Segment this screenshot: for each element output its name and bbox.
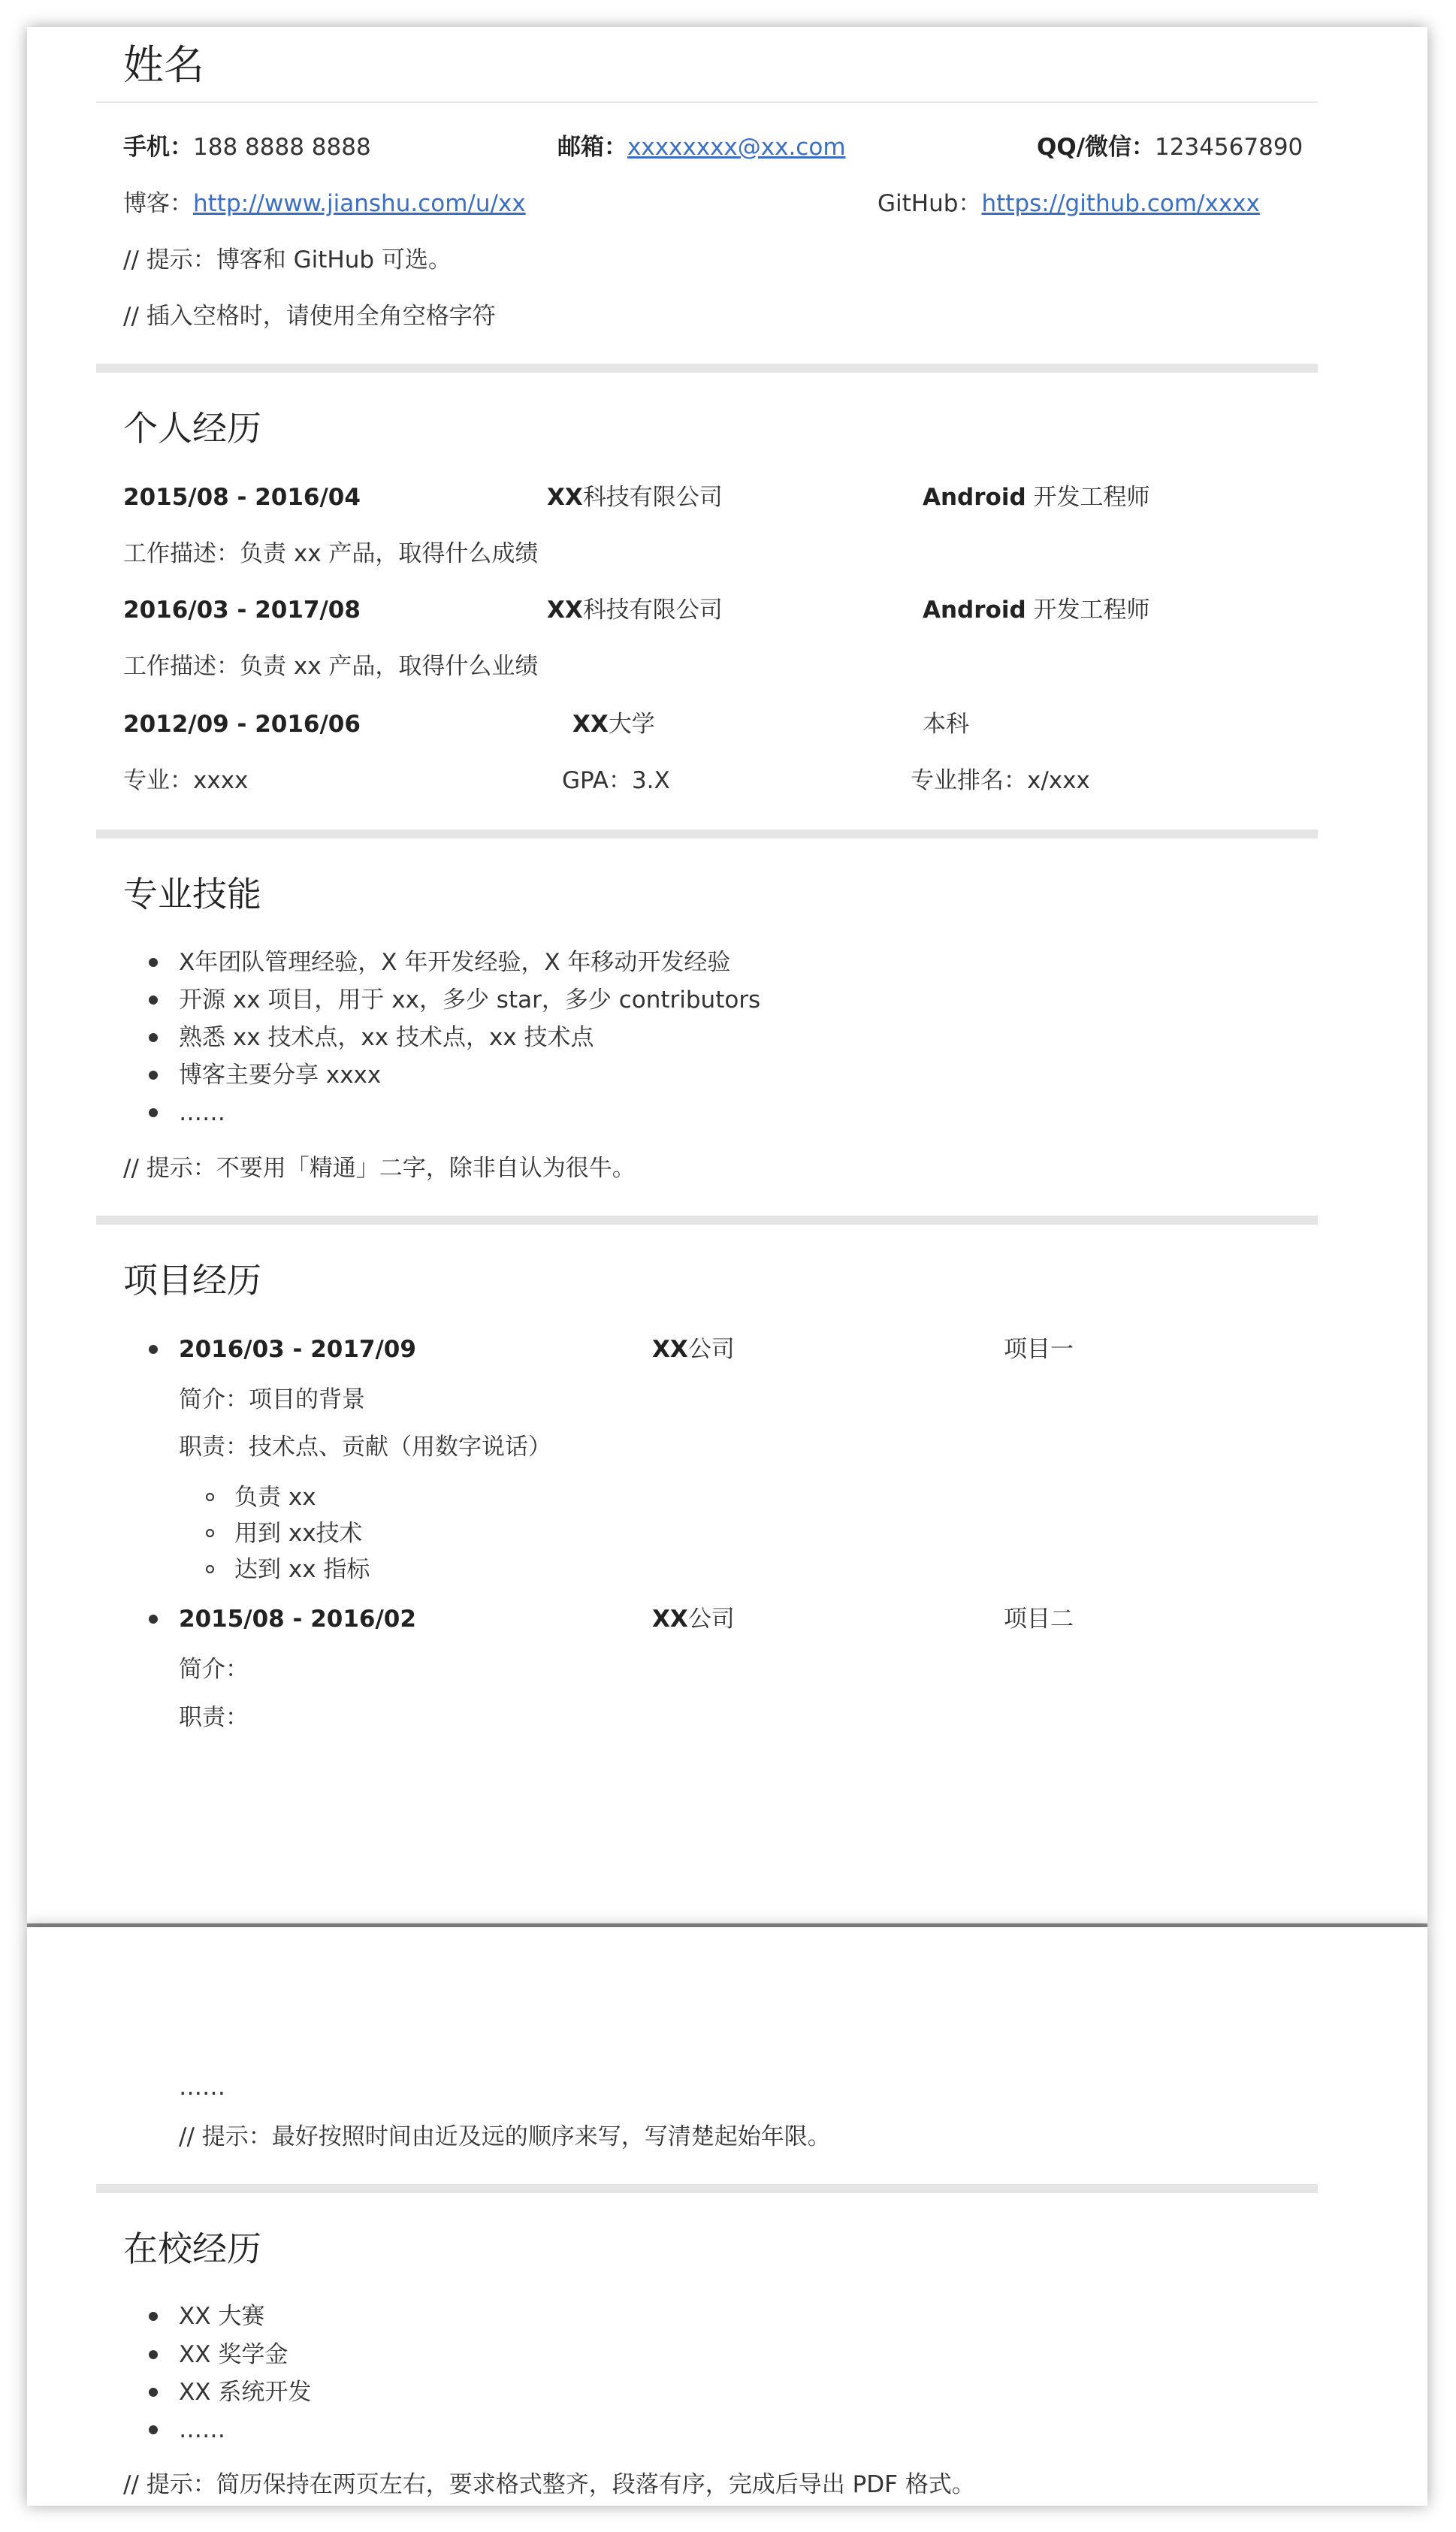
job-2-role — [923, 595, 1150, 625]
blog-row — [123, 189, 526, 219]
email-link[interactable]: xxxxxxxx@xx.com — [627, 134, 846, 161]
skill-item: 熟悉 xx 技术点，xx 技术点，xx 技术点 — [179, 1024, 594, 1051]
bullet-dot — [149, 2350, 158, 2359]
bullet-dot — [149, 1108, 158, 1117]
project-1-company-name: 公司 — [687, 1336, 735, 1363]
job-1-date: 2015/08 - 2016/04 — [123, 484, 361, 511]
job-1-role — [923, 482, 1150, 512]
edu-date: 2012/09 - 2016/06 — [123, 711, 361, 738]
skill-item: X年团队管理经验，X 年开发经验，X 年移动开发经验 — [179, 949, 731, 976]
edu-school — [572, 709, 655, 739]
section-title-personal: 个人经历 — [123, 408, 261, 449]
job-2-company-name: 科技有限公司 — [582, 597, 723, 624]
job-1-role-name: 开发工程师 — [1026, 484, 1150, 511]
email-row — [557, 132, 846, 162]
project-2-name: 项目二 — [1004, 1606, 1074, 1633]
job-2-date: 2016/03 - 2017/08 — [123, 597, 361, 624]
section-title-projects: 项目经历 — [123, 1260, 261, 1301]
section-divider — [96, 1216, 1318, 1225]
project-2-date: 2015/08 - 2016/02 — [179, 1606, 416, 1633]
sub-bullet-circle — [206, 1529, 214, 1537]
campus-item: …… — [179, 2416, 225, 2443]
skills-note: // 提示：不要用「精通」二字，除非自认为很牛。 — [123, 1155, 636, 1182]
job-2-company — [547, 595, 723, 625]
campus-item: XX 大赛 — [179, 2303, 265, 2330]
resume-name: 姓名 — [123, 41, 204, 89]
bullet-dot — [149, 1345, 158, 1354]
job-2-company-prefix: XX — [547, 597, 583, 624]
bullet-dot — [149, 2312, 158, 2321]
edu-degree: 本科 — [923, 711, 969, 738]
project-2-company-prefix: XX — [652, 1606, 688, 1633]
edu-major: 专业：xxxx — [123, 767, 249, 794]
project-1-sub-item: 用到 xx技术 — [234, 1520, 363, 1547]
job-1-desc: 工作描述：负责 xx 产品，取得什么成绩 — [123, 540, 539, 567]
github-row — [878, 189, 1260, 219]
email-label: 邮箱： — [557, 134, 627, 161]
github-link[interactable]: https://github.com/xxxx — [981, 190, 1260, 217]
phone-label: 手机： — [123, 134, 193, 161]
phone-row — [123, 132, 371, 162]
projects-ellipsis: …… — [179, 2074, 225, 2101]
edu-gpa: GPA：3.X — [562, 767, 670, 794]
project-1-sub-item: 负责 xx — [234, 1484, 316, 1511]
campus-item: XX 系统开发 — [179, 2379, 312, 2406]
campus-item: XX 奖学金 — [179, 2341, 288, 2368]
skill-item: …… — [179, 1099, 225, 1126]
skill-item: 博客主要分享 xxxx — [179, 1062, 382, 1089]
edu-school-prefix: XX — [572, 711, 609, 738]
qq-row — [1037, 132, 1303, 162]
job-1-company — [547, 482, 723, 512]
job-1-company-prefix: XX — [547, 484, 583, 511]
project-1-duty: 职责：技术点、贡献（用数字说话） — [179, 1434, 551, 1461]
bullet-dot — [149, 2388, 158, 2397]
phone-value: 188 8888 8888 — [193, 134, 371, 161]
project-1-intro: 简介：项目的背景 — [179, 1386, 365, 1413]
name-underline — [96, 101, 1318, 103]
section-divider — [96, 829, 1318, 838]
github-label: GitHub： — [878, 190, 982, 217]
project-1-sub-item: 达到 xx 指标 — [234, 1556, 370, 1583]
header-note-optional: // 提示：博客和 GitHub 可选。 — [123, 246, 452, 273]
section-title-campus: 在校经历 — [123, 2228, 261, 2269]
blog-label: 博客： — [123, 190, 193, 217]
bullet-dot — [149, 2425, 158, 2434]
job-2-desc: 工作描述：负责 xx 产品，取得什么业绩 — [123, 653, 539, 680]
qq-value: 1234567890 — [1155, 134, 1303, 161]
job-2-role-prefix: Android — [923, 597, 1026, 624]
bullet-dot — [149, 996, 158, 1005]
section-divider — [96, 2184, 1318, 2193]
header-note-spacing: // 插入空格时，请使用全角空格字符 — [123, 303, 496, 330]
section-title-skills: 专业技能 — [123, 874, 261, 914]
project-2-company-name: 公司 — [687, 1606, 735, 1633]
edu-school-name: 大学 — [608, 711, 655, 738]
blog-link[interactable]: http://www.jianshu.com/u/xx — [193, 190, 526, 217]
qq-label: QQ/ — [1037, 134, 1086, 161]
edu-rank: 专业排名：x/xxx — [911, 767, 1090, 794]
bullet-dot — [149, 1033, 158, 1042]
resume-page-2 — [27, 1927, 1427, 2506]
skill-item: 开源 xx 项目，用于 xx，多少 star，多少 contributors — [179, 987, 761, 1014]
sub-bullet-circle — [206, 1565, 214, 1573]
sub-bullet-circle — [206, 1493, 214, 1501]
bullet-dot — [149, 1615, 158, 1624]
job-2-role-name: 开发工程师 — [1026, 597, 1150, 624]
project-1-company — [652, 1334, 735, 1364]
job-1-role-prefix: Android — [923, 484, 1026, 511]
project-1-name: 项目一 — [1004, 1336, 1074, 1363]
campus-note: // 提示：简历保持在两页左右，要求格式整齐，段落有序，完成后导出 PDF 格式。 — [123, 2471, 975, 2498]
project-1-date: 2016/03 - 2017/09 — [179, 1336, 416, 1363]
project-2-company — [652, 1604, 735, 1634]
project-2-duty: 职责： — [179, 1704, 249, 1731]
job-1-company-name: 科技有限公司 — [582, 484, 723, 511]
bullet-dot — [149, 1071, 158, 1080]
wechat-label: 微信： — [1085, 134, 1155, 161]
project-2-intro: 简介： — [179, 1656, 249, 1683]
bullet-dot — [149, 958, 158, 967]
project-1-company-prefix: XX — [652, 1336, 688, 1363]
projects-note: // 提示：最好按照时间由近及远的顺序来写，写清楚起始年限。 — [179, 2123, 831, 2150]
section-divider — [96, 364, 1318, 373]
